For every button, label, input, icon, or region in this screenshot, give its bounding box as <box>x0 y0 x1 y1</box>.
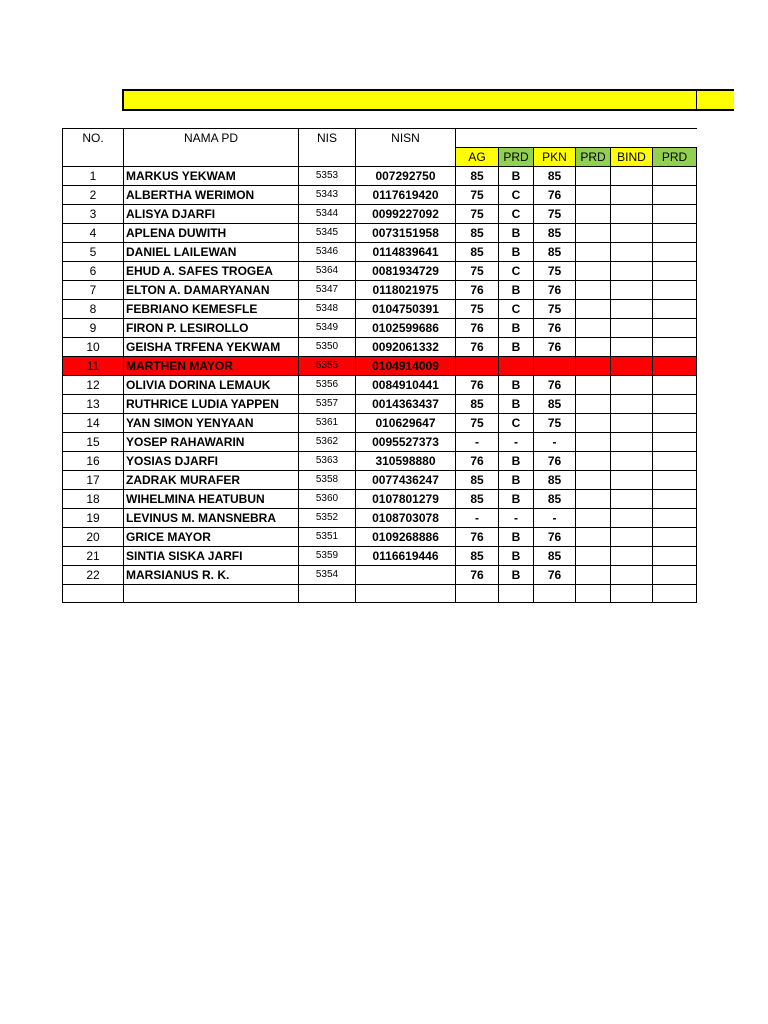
cell-prd[interactable]: B <box>499 318 534 337</box>
cell-name[interactable]: SINTIA SISKA JARFI <box>124 546 299 565</box>
table-row <box>63 413 697 432</box>
subject-header-prd-5[interactable]: PRD <box>653 147 697 166</box>
cell-bind[interactable] <box>611 185 653 204</box>
cell-ag[interactable]: 75 <box>456 185 499 204</box>
cell-nisn[interactable]: 310598880 <box>356 451 456 470</box>
table-row <box>63 394 697 413</box>
cell-bind[interactable] <box>611 432 653 451</box>
cell-prd[interactable]: B <box>499 337 534 356</box>
cell-pkn[interactable]: 76 <box>534 565 576 584</box>
empty-cell[interactable] <box>534 584 576 603</box>
cell-name[interactable]: MARTHEN MAYOR <box>124 356 299 375</box>
cell-nisn[interactable]: 0109268886 <box>356 527 456 546</box>
cell-bind[interactable] <box>611 356 653 375</box>
cell-bind[interactable] <box>611 451 653 470</box>
cell-nisn[interactable]: 0099227092 <box>356 204 456 223</box>
cell-bind[interactable] <box>611 489 653 508</box>
cell-prd-3[interactable] <box>653 375 697 394</box>
cell-name[interactable]: ZADRAK MURAFER <box>124 470 299 489</box>
cell-name[interactable]: OLIVIA DORINA LEMAUK <box>124 375 299 394</box>
cell-nisn[interactable]: 0014363437 <box>356 394 456 413</box>
cell-prd-2[interactable] <box>576 280 611 299</box>
cell-prd-3[interactable] <box>653 508 697 527</box>
cell-nisn[interactable]: 0116619446 <box>356 546 456 565</box>
cell-prd[interactable]: B <box>499 223 534 242</box>
cell-prd[interactable]: B <box>499 166 534 185</box>
cell-name[interactable]: RUTHRICE LUDIA YAPPEN <box>124 394 299 413</box>
cell-prd[interactable]: - <box>499 508 534 527</box>
cell-prd-3[interactable] <box>653 356 697 375</box>
table-row <box>63 508 697 527</box>
cell-prd-2[interactable] <box>576 394 611 413</box>
cell-prd-2[interactable] <box>576 489 611 508</box>
subject-header-prd-3[interactable]: PRD <box>576 147 611 166</box>
cell-bind[interactable] <box>611 527 653 546</box>
cell-nis[interactable]: 5363 <box>299 451 356 470</box>
cell-no[interactable]: 13 <box>63 394 124 413</box>
cell-pkn[interactable]: 76 <box>534 318 576 337</box>
cell-name[interactable]: ELTON A. DAMARYANAN <box>124 280 299 299</box>
cell-ag[interactable]: 75 <box>456 299 499 318</box>
cell-prd-3[interactable] <box>653 413 697 432</box>
header-row <box>63 129 697 148</box>
header-no[interactable]: NO. <box>63 129 124 167</box>
cell-name[interactable]: MARSIANUS R. K. <box>124 565 299 584</box>
cell-pkn[interactable]: - <box>534 432 576 451</box>
cell-bind[interactable] <box>611 375 653 394</box>
cell-bind[interactable] <box>611 394 653 413</box>
cell-name[interactable]: ALBERTHA WERIMON <box>124 185 299 204</box>
title-bar-edge <box>696 89 697 111</box>
cell-no[interactable]: 6 <box>63 261 124 280</box>
cell-name[interactable]: YOSEP RAHAWARIN <box>124 432 299 451</box>
cell-prd[interactable]: C <box>499 413 534 432</box>
cell-ag[interactable]: 85 <box>456 489 499 508</box>
cell-ag[interactable]: 75 <box>456 413 499 432</box>
cell-name[interactable]: DANIEL LAILEWAN <box>124 242 299 261</box>
cell-prd[interactable]: B <box>499 451 534 470</box>
cell-nis[interactable]: 5346 <box>299 242 356 261</box>
cell-nis[interactable]: 5350 <box>299 337 356 356</box>
cell-pkn[interactable]: 85 <box>534 470 576 489</box>
cell-prd-2[interactable] <box>576 166 611 185</box>
cell-prd[interactable]: C <box>499 299 534 318</box>
cell-pkn[interactable]: 75 <box>534 261 576 280</box>
table-row <box>63 356 697 375</box>
cell-ag[interactable]: 76 <box>456 280 499 299</box>
table-row <box>63 451 697 470</box>
table-row <box>63 565 697 584</box>
cell-prd[interactable]: B <box>499 375 534 394</box>
cell-prd-3[interactable] <box>653 261 697 280</box>
cell-prd[interactable]: B <box>499 565 534 584</box>
cell-name[interactable]: GEISHA TRFENA YEKWAM <box>124 337 299 356</box>
cell-nis[interactable]: 5364 <box>299 261 356 280</box>
cell-prd-2[interactable] <box>576 375 611 394</box>
header-subject-group[interactable] <box>456 129 697 148</box>
cell-pkn[interactable]: 85 <box>534 546 576 565</box>
cell-name[interactable]: ALISYA DJARFI <box>124 204 299 223</box>
cell-prd-3[interactable] <box>653 432 697 451</box>
table-row <box>63 261 697 280</box>
cell-nisn[interactable]: 0117619420 <box>356 185 456 204</box>
table-row <box>63 432 697 451</box>
cell-nisn[interactable]: 0081934729 <box>356 261 456 280</box>
cell-nis[interactable]: 5358 <box>299 470 356 489</box>
empty-cell[interactable] <box>63 584 124 603</box>
cell-bind[interactable] <box>611 299 653 318</box>
cell-ag[interactable]: 75 <box>456 261 499 280</box>
cell-no[interactable]: 20 <box>63 527 124 546</box>
cell-pkn[interactable]: 85 <box>534 166 576 185</box>
cell-nisn[interactable] <box>356 565 456 584</box>
cell-ag[interactable]: 76 <box>456 375 499 394</box>
cell-prd-3[interactable] <box>653 318 697 337</box>
cell-nis[interactable]: 5362 <box>299 432 356 451</box>
empty-cell[interactable] <box>299 584 356 603</box>
cell-pkn[interactable]: 76 <box>534 375 576 394</box>
empty-cell[interactable] <box>611 584 653 603</box>
cell-nis[interactable]: 5352 <box>299 508 356 527</box>
table-row <box>63 242 697 261</box>
cell-nis[interactable]: 5360 <box>299 489 356 508</box>
cell-nis[interactable]: 5353 <box>299 166 356 185</box>
empty-cell[interactable] <box>356 584 456 603</box>
table-body <box>63 166 697 603</box>
table-row <box>63 470 697 489</box>
cell-nisn[interactable]: 0104914009 <box>356 356 456 375</box>
cell-nisn[interactable]: 0118021975 <box>356 280 456 299</box>
cell-nis[interactable]: 5357 <box>299 394 356 413</box>
cell-no[interactable]: 9 <box>63 318 124 337</box>
cell-nis[interactable]: 5354 <box>299 565 356 584</box>
cell-nisn[interactable]: 0095527373 <box>356 432 456 451</box>
cell-name[interactable]: FIRON P. LESIROLLO <box>124 318 299 337</box>
subject-header-bind-4[interactable]: BIND <box>611 147 653 166</box>
cell-pkn[interactable]: 75 <box>534 299 576 318</box>
cell-no[interactable]: 7 <box>63 280 124 299</box>
cell-no[interactable]: 10 <box>63 337 124 356</box>
cell-prd[interactable]: B <box>499 546 534 565</box>
cell-ag[interactable]: - <box>456 432 499 451</box>
cell-ag[interactable]: - <box>456 508 499 527</box>
cell-pkn[interactable]: 85 <box>534 489 576 508</box>
cell-prd-2[interactable] <box>576 508 611 527</box>
cell-ag[interactable]: 85 <box>456 470 499 489</box>
cell-name[interactable]: LEVINUS M. MANSNEBRA <box>124 508 299 527</box>
cell-pkn[interactable]: 76 <box>534 527 576 546</box>
cell-ag[interactable]: 85 <box>456 223 499 242</box>
empty-cell[interactable] <box>456 584 499 603</box>
cell-pkn[interactable]: 75 <box>534 204 576 223</box>
cell-prd-3[interactable] <box>653 242 697 261</box>
subject-header-ag-0[interactable]: AG <box>456 147 499 166</box>
cell-no[interactable]: 14 <box>63 413 124 432</box>
cell-ag[interactable]: 76 <box>456 565 499 584</box>
cell-no[interactable]: 16 <box>63 451 124 470</box>
cell-nisn[interactable]: 010629647 <box>356 413 456 432</box>
cell-no[interactable]: 22 <box>63 565 124 584</box>
cell-prd-3[interactable] <box>653 223 697 242</box>
cell-prd-2[interactable] <box>576 261 611 280</box>
cell-prd-2[interactable] <box>576 204 611 223</box>
cell-prd-3[interactable] <box>653 546 697 565</box>
cell-prd-3[interactable] <box>653 337 697 356</box>
cell-nisn[interactable]: 0077436247 <box>356 470 456 489</box>
cell-prd[interactable]: B <box>499 280 534 299</box>
cell-prd-3[interactable] <box>653 166 697 185</box>
cell-pkn[interactable]: 76 <box>534 337 576 356</box>
cell-prd-2[interactable] <box>576 546 611 565</box>
cell-bind[interactable] <box>611 413 653 432</box>
cell-bind[interactable] <box>611 470 653 489</box>
cell-pkn[interactable]: 85 <box>534 394 576 413</box>
cell-bind[interactable] <box>611 204 653 223</box>
subject-header-prd-1[interactable]: PRD <box>499 147 534 166</box>
cell-ag[interactable]: 76 <box>456 451 499 470</box>
header-nisn[interactable]: NISN <box>356 129 456 167</box>
cell-nis[interactable]: 5351 <box>299 527 356 546</box>
cell-bind[interactable] <box>611 337 653 356</box>
cell-name[interactable]: YAN SIMON YENYAAN <box>124 413 299 432</box>
cell-bind[interactable] <box>611 223 653 242</box>
cell-ag[interactable]: 85 <box>456 394 499 413</box>
cell-name[interactable]: APLENA DUWITH <box>124 223 299 242</box>
cell-nisn[interactable]: 0084910441 <box>356 375 456 394</box>
cell-prd-2[interactable] <box>576 185 611 204</box>
cell-name[interactable]: WIHELMINA HEATUBUN <box>124 489 299 508</box>
cell-name[interactable]: YOSIAS DJARFI <box>124 451 299 470</box>
cell-prd-2[interactable] <box>576 413 611 432</box>
table-row <box>63 299 697 318</box>
cell-no[interactable]: 4 <box>63 223 124 242</box>
cell-pkn[interactable]: 75 <box>534 413 576 432</box>
cell-prd[interactable]: B <box>499 470 534 489</box>
cell-bind[interactable] <box>611 318 653 337</box>
cell-no[interactable]: 8 <box>63 299 124 318</box>
header-nama[interactable]: NAMA PD <box>124 129 299 167</box>
cell-no[interactable]: 2 <box>63 185 124 204</box>
cell-name[interactable]: FEBRIANO KEMESFLE <box>124 299 299 318</box>
cell-name[interactable]: MARKUS YEKWAM <box>124 166 299 185</box>
cell-nis[interactable]: 5348 <box>299 299 356 318</box>
cell-prd-3[interactable] <box>653 394 697 413</box>
cell-nisn[interactable]: 0102599686 <box>356 318 456 337</box>
cell-bind[interactable] <box>611 166 653 185</box>
table-row <box>63 337 697 356</box>
cell-prd-2[interactable] <box>576 299 611 318</box>
cell-prd[interactable]: - <box>499 432 534 451</box>
cell-pkn[interactable]: 85 <box>534 223 576 242</box>
empty-cell[interactable] <box>124 584 299 603</box>
cell-no[interactable]: 12 <box>63 375 124 394</box>
cell-prd-3[interactable] <box>653 470 697 489</box>
cell-bind[interactable] <box>611 261 653 280</box>
cell-no[interactable]: 15 <box>63 432 124 451</box>
table-row <box>63 546 697 565</box>
cell-no[interactable]: 3 <box>63 204 124 223</box>
cell-nis[interactable]: 5345 <box>299 223 356 242</box>
student-grade-table <box>62 128 697 603</box>
cell-prd-2[interactable] <box>576 223 611 242</box>
cell-no[interactable]: 18 <box>63 489 124 508</box>
cell-no[interactable]: 17 <box>63 470 124 489</box>
cell-name[interactable]: EHUD A. SAFES TROGEA <box>124 261 299 280</box>
cell-pkn[interactable]: - <box>534 508 576 527</box>
cell-prd-2[interactable] <box>576 242 611 261</box>
cell-prd-3[interactable] <box>653 185 697 204</box>
cell-ag[interactable] <box>456 356 499 375</box>
cell-nis[interactable]: 5344 <box>299 204 356 223</box>
cell-prd-2[interactable] <box>576 527 611 546</box>
cell-prd-3[interactable] <box>653 527 697 546</box>
table-row <box>63 280 697 299</box>
cell-prd-2[interactable] <box>576 337 611 356</box>
header-nis[interactable]: NIS <box>299 129 356 167</box>
cell-no[interactable]: 11 <box>63 356 124 375</box>
cell-ag[interactable]: 85 <box>456 166 499 185</box>
cell-prd[interactable]: B <box>499 394 534 413</box>
cell-no[interactable]: 19 <box>63 508 124 527</box>
cell-ag[interactable]: 76 <box>456 318 499 337</box>
table-row <box>63 185 697 204</box>
cell-prd-2[interactable] <box>576 432 611 451</box>
cell-nisn[interactable]: 0092061332 <box>356 337 456 356</box>
cell-bind[interactable] <box>611 242 653 261</box>
cell-prd-2[interactable] <box>576 565 611 584</box>
cell-nis[interactable]: 5347 <box>299 280 356 299</box>
cell-nis[interactable]: 5355 <box>299 356 356 375</box>
subject-header-pkn-2[interactable]: PKN <box>534 147 576 166</box>
cell-prd-2[interactable] <box>576 318 611 337</box>
cell-prd[interactable]: B <box>499 489 534 508</box>
cell-pkn[interactable]: 85 <box>534 242 576 261</box>
cell-ag[interactable]: 76 <box>456 527 499 546</box>
empty-cell[interactable] <box>576 584 611 603</box>
table-row <box>63 489 697 508</box>
cell-bind[interactable] <box>611 565 653 584</box>
cell-nis[interactable]: 5356 <box>299 375 356 394</box>
cell-no[interactable]: 1 <box>63 166 124 185</box>
cell-prd-2[interactable] <box>576 356 611 375</box>
empty-cell[interactable] <box>499 584 534 603</box>
table-row <box>63 527 697 546</box>
empty-cell[interactable] <box>653 584 697 603</box>
cell-pkn[interactable]: 76 <box>534 185 576 204</box>
cell-no[interactable]: 21 <box>63 546 124 565</box>
cell-nisn[interactable]: 0104750391 <box>356 299 456 318</box>
cell-prd[interactable]: B <box>499 527 534 546</box>
empty-row <box>63 584 697 603</box>
cell-nisn[interactable]: 0114839641 <box>356 242 456 261</box>
cell-pkn[interactable] <box>534 356 576 375</box>
cell-prd-3[interactable] <box>653 204 697 223</box>
cell-nis[interactable]: 5349 <box>299 318 356 337</box>
cell-nisn[interactable]: 0107801279 <box>356 489 456 508</box>
cell-pkn[interactable]: 76 <box>534 451 576 470</box>
cell-nisn[interactable]: 007292750 <box>356 166 456 185</box>
cell-prd[interactable]: C <box>499 261 534 280</box>
cell-prd-2[interactable] <box>576 470 611 489</box>
title-bar[interactable] <box>122 89 734 111</box>
cell-prd-3[interactable] <box>653 451 697 470</box>
cell-pkn[interactable]: 76 <box>534 280 576 299</box>
table-row <box>63 318 697 337</box>
cell-no[interactable]: 5 <box>63 242 124 261</box>
cell-prd-2[interactable] <box>576 451 611 470</box>
cell-nis[interactable]: 5361 <box>299 413 356 432</box>
cell-nis[interactable]: 5343 <box>299 185 356 204</box>
table-row <box>63 375 697 394</box>
cell-prd-3[interactable] <box>653 299 697 318</box>
cell-ag[interactable]: 75 <box>456 204 499 223</box>
cell-prd[interactable] <box>499 356 534 375</box>
cell-bind[interactable] <box>611 546 653 565</box>
cell-nisn[interactable]: 0073151958 <box>356 223 456 242</box>
table-row <box>63 166 697 185</box>
cell-ag[interactable]: 76 <box>456 337 499 356</box>
cell-name[interactable]: GRICE MAYOR <box>124 527 299 546</box>
table-row <box>63 204 697 223</box>
cell-bind[interactable] <box>611 508 653 527</box>
cell-prd-3[interactable] <box>653 565 697 584</box>
cell-nisn[interactable]: 0108703078 <box>356 508 456 527</box>
cell-prd-3[interactable] <box>653 489 697 508</box>
cell-prd[interactable]: B <box>499 242 534 261</box>
cell-prd[interactable]: C <box>499 204 534 223</box>
cell-prd-3[interactable] <box>653 280 697 299</box>
cell-nis[interactable]: 5359 <box>299 546 356 565</box>
cell-prd[interactable]: C <box>499 185 534 204</box>
cell-bind[interactable] <box>611 280 653 299</box>
cell-ag[interactable]: 85 <box>456 546 499 565</box>
cell-ag[interactable]: 85 <box>456 242 499 261</box>
table-row <box>63 223 697 242</box>
